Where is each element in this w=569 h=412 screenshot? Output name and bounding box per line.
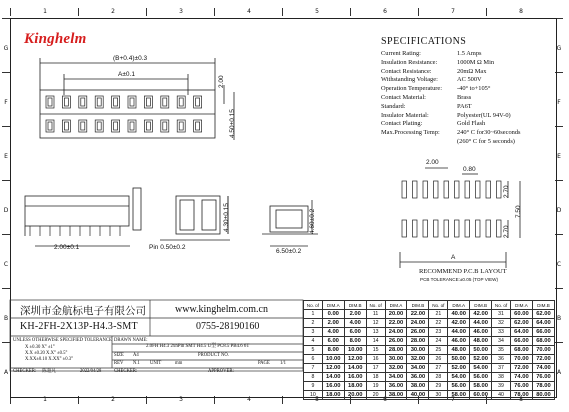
table-cell: 33 [492,328,511,337]
pcb-pad [455,181,460,198]
table-cell: 4.00 [322,328,344,337]
connector-pin-contact [64,122,68,130]
zone-row: A [2,342,10,397]
spec-row [381,129,561,138]
size-value: A4 [133,353,139,358]
table-row [304,337,555,346]
table-cell: 12.00 [322,364,344,373]
table-cell: 42.00 [470,310,492,319]
connector-pin-contact [179,122,183,130]
table-cell: 62.00 [510,319,532,328]
table-cell: 48.00 [448,346,470,355]
drawn-date: 2022/04/28 [80,369,102,374]
table-row [304,391,555,400]
table-row [304,319,555,328]
spec-key: Contact Resistance: [381,67,432,75]
table-cell: 76.00 [510,382,532,391]
table-cell: 24 [429,337,448,346]
dim-pcb-pitch: 2.00 [426,159,439,166]
table-cell: 13 [366,328,385,337]
dim-b-width: (B+0.4)±0.3 [113,55,148,62]
spec-value: 1000M Ω Min [457,58,495,66]
zone-col: 1 [10,8,79,16]
table-cell: 6.00 [322,337,344,346]
table-cell: 40.00 [448,310,470,319]
connector-pin-contact [163,122,167,130]
table-cell: 20.00 [344,391,366,400]
table-cell: 10.00 [344,346,366,355]
pcb-pad [444,181,449,198]
table-cell: 39 [492,382,511,391]
spec-key: Withstanding Voltage: [381,76,438,84]
zone-row: C [2,234,10,298]
spec-key: Standard: [381,102,406,110]
table-cell: 22.00 [407,310,429,319]
table-cell: 38 [492,373,511,382]
table-cell: 60.00 [510,310,532,319]
dim-pitch-h: 2.00±0.1 [54,244,80,251]
table-cell: 25 [429,346,448,355]
pcb-pad [455,220,460,237]
pcb-pad [486,220,491,237]
table-cell: 26.00 [385,337,407,346]
size-label: SIZE [114,353,124,358]
spec-key: Insulator Material: [381,111,429,119]
zone-row: B [555,288,563,352]
table-cell: 16.00 [322,382,344,391]
pin-table-header-cell: No. of [304,301,323,310]
dim-side-h: 4.60±0.2 [309,208,316,234]
table-cell: 11 [366,310,385,319]
table-cell: 48.00 [470,337,492,346]
table-cell: 16 [366,355,385,364]
table-cell: 38.00 [407,382,429,391]
zone-row: B [2,288,10,352]
table-cell: 4.00 [344,319,366,328]
table-cell: 80.00 [532,391,554,400]
table-cell: 28.00 [385,346,407,355]
table-cell: 64.00 [510,328,532,337]
spec-row [381,68,561,77]
pcb-pad [413,220,418,237]
dim-pcb-h3: 2.70 [503,225,510,238]
zone-col: 1 [10,396,79,404]
pcb-pad [497,220,502,237]
table-cell: 40.00 [407,391,429,400]
spec-key: Current Rating: [381,50,421,57]
spec-value: (260° C for 5 seconds) [457,137,515,145]
table-cell: 22 [429,319,448,328]
connector-pin-contact [97,122,101,130]
dim-pitch-v: 2.00 [218,75,225,88]
zone-row: G [2,18,10,82]
zone-row: A [555,342,563,397]
spec-key: Contact Plating: [381,120,423,128]
table-cell: 14.00 [322,373,344,382]
zone-col: 3 [146,396,215,404]
connector-pin-contact [48,98,52,106]
zone-row: F [555,72,563,136]
table-cell: 60.00 [470,391,492,400]
unit-value: mm [175,361,183,366]
table-cell: 14 [366,337,385,346]
spec-value: Polyester(UL 94V-0) [457,111,511,119]
spec-row [381,50,561,59]
table-row [304,346,555,355]
company-name: 深圳市金航标电子有限公司 [20,306,146,317]
connector-pin-contact [48,122,52,130]
table-cell: 31 [492,310,511,319]
table-row [304,364,555,373]
table-cell: 78.00 [510,391,532,400]
connector-pin-contact [146,122,150,130]
table-cell: 18.00 [344,382,366,391]
zone-col: 8 [486,8,555,16]
table-cell: 58.00 [470,382,492,391]
zone-row: D [2,180,10,244]
spec-key: Insulation Resistance: [381,58,438,66]
spec-value: Gold Flash [457,120,486,128]
table-cell: 26 [429,355,448,364]
table-cell: 20 [366,391,385,400]
table-cell: 18 [366,373,385,382]
zone-col: 5 [282,8,351,16]
table-cell: 28 [429,373,448,382]
pin-table-header-cell: DIM.A [510,301,532,310]
table-cell: 36.00 [407,373,429,382]
table-cell: 54.00 [470,364,492,373]
table-cell: 22.00 [385,319,407,328]
pcb-layout-note: PCB TOLERANCE:±0.05 (TOP VIEW) [420,277,499,282]
zone-row: G [555,18,563,82]
table-cell: 17 [366,364,385,373]
zone-col: 6 [350,396,419,404]
pcb-pad [402,220,407,237]
zone-col: 6 [350,8,419,16]
drawn-value: 2.0FH H4.3 2xnPin SMT H4.5 U型 PC8.5 PB4.6 6T [146,344,250,349]
table-cell: 40 [492,391,511,400]
table-cell: 2.00 [322,319,344,328]
pin-table-header-cell: No. of [492,301,511,310]
table-cell: 74.00 [510,373,532,382]
table-cell: 28.00 [407,337,429,346]
table-cell: 34.00 [385,373,407,382]
table-cell: 6.00 [344,328,366,337]
dim-side-w: 6.50±0.2 [276,248,302,255]
table-cell: 16.00 [344,373,366,382]
table-cell: 24.00 [385,328,407,337]
spec-row [381,103,561,112]
connector-pin-contact [130,122,134,130]
table-row [304,382,555,391]
zone-col: 3 [146,8,215,16]
spec-row [381,85,561,94]
pcb-pad [444,220,449,237]
table-cell: 44.00 [448,328,470,337]
dim-a-width: A±0.1 [118,71,135,78]
part-number: KH-2FH-2X13P-H4.3-SMT [20,321,138,332]
table-cell: 19 [366,382,385,391]
table-cell: 50.00 [470,346,492,355]
table-cell: 24.00 [407,319,429,328]
zone-col: 4 [214,8,283,16]
zone-row: E [555,126,563,190]
table-cell: 37 [492,364,511,373]
connector-pin-contact [163,98,167,106]
connector-pin-contact [130,98,134,106]
pcb-pad [423,181,428,198]
table-cell: 62.00 [532,310,554,319]
table-cell: 9 [304,382,323,391]
spec-key: Operation Temperature: [381,85,443,93]
specifications-title: SPECIFICATIONS [381,36,467,47]
connector-pin-contact [97,98,101,106]
dim-row-h: 4.50±0.15 [229,109,236,138]
table-cell: 76.00 [532,373,554,382]
table-cell: 46.00 [448,337,470,346]
connector-pin-contact [196,122,200,130]
product-no-label: PRODUCT NO. [198,353,229,358]
zone-row: E [2,126,10,190]
tolerance-row: X ±0.30 X° ±1° [25,345,55,350]
spec-value: AC 500V [457,76,482,84]
dim-pcb-a: A [451,254,456,261]
company-phone: 0755-28190160 [196,321,260,332]
spec-row [381,112,561,121]
table-cell: 36.00 [385,382,407,391]
table-cell: 58.00 [448,391,470,400]
table-cell: 42.00 [448,319,470,328]
checker-name: 陈超凡 [42,369,57,374]
dim-body-h: 4.30±0.15 [223,203,230,232]
pin-table-header-cell: No. of [366,301,385,310]
table-cell: 2 [304,319,323,328]
pcb-pad [413,181,418,198]
spec-row [381,120,561,129]
pcb-pad [423,220,428,237]
rev-value: N.1 [133,361,140,366]
table-cell: 72.00 [510,364,532,373]
table-cell: 1 [304,310,323,319]
table-row [304,355,555,364]
table-cell: 56.00 [448,382,470,391]
spec-row [381,138,561,147]
pin-table-header-cell: DIM.A [322,301,344,310]
pin-table-header-cell: No. of [429,301,448,310]
pcb-pad [402,181,407,198]
pcb-layout-title: RECOMMEND P.C.B LAYOUT [419,268,507,275]
spec-value: PA6T [457,102,472,110]
pcb-pad [497,181,502,198]
rev-label: REV [114,361,124,366]
zone-col: 4 [214,396,283,404]
connector-pin-contact [81,98,85,106]
table-cell: 29 [429,382,448,391]
pin-table-header-cell: DIM.A [385,301,407,310]
table-cell: 30 [429,391,448,400]
dim-pcb-h1: 2.70 [503,185,510,198]
table-row [304,328,555,337]
zone-col: 7 [418,396,487,404]
table-cell: 21 [429,310,448,319]
pin-table-header-cell: DIM.B [344,301,366,310]
table-cell: 4 [304,337,323,346]
checker2-label: CHECKER: [114,369,138,374]
table-cell: 56.00 [470,373,492,382]
table-cell: 7 [304,364,323,373]
checker-label: CHECKER: [13,369,37,374]
connector-pin-contact [81,122,85,130]
page-value: 1/1 [280,361,286,366]
table-cell: 2.00 [344,310,366,319]
spec-key: Contact Material: [381,93,426,101]
zone-row: F [2,72,10,136]
dim-pcb-pad: 0.80 [463,166,476,173]
zone-col: 2 [78,396,147,404]
zone-col: 7 [418,8,487,16]
pin-table-header-cell: DIM.B [470,301,492,310]
spec-value: -40° to+105° [457,85,491,93]
connector-pin-contact [196,98,200,106]
table-cell: 14.00 [344,364,366,373]
table-cell: 0.00 [322,310,344,319]
table-cell: 38.00 [385,391,407,400]
table-cell: 54.00 [448,373,470,382]
table-cell: 8.00 [344,337,366,346]
spec-value: 20mΩ Max [457,67,487,75]
table-cell: 26.00 [407,328,429,337]
table-cell: 23 [429,328,448,337]
pin-table-header-cell: DIM.B [407,301,429,310]
spec-value: Brass [457,93,472,101]
table-row [304,310,555,319]
table-cell: 32.00 [407,355,429,364]
table-cell: 6 [304,355,323,364]
tolerance-row: X.X ±0.20 X.X° ±0.5° [25,351,68,356]
table-cell: 32.00 [385,364,407,373]
spec-row [381,59,561,68]
approver-label: APPROVER: [208,369,234,374]
table-cell: 70.00 [510,355,532,364]
table-cell: 66.00 [510,337,532,346]
table-cell: 30.00 [407,346,429,355]
table-cell: 35 [492,346,511,355]
table-cell: 15 [366,346,385,355]
pcb-pad [434,220,439,237]
table-cell: 34 [492,337,511,346]
table-cell: 68.00 [510,346,532,355]
pcb-pad [465,181,470,198]
pcb-pad [465,220,470,237]
kinghelm-logo: Kinghelm [24,31,87,47]
table-cell: 66.00 [532,328,554,337]
pin-table-header-cell: DIM.A [448,301,470,310]
pcb-pad [434,181,439,198]
table-cell: 78.00 [532,382,554,391]
zone-col: 5 [282,396,351,404]
table-cell: 50.00 [448,355,470,364]
table-cell: 8.00 [322,346,344,355]
table-cell: 52.00 [470,355,492,364]
pcb-pad [476,181,481,198]
spec-value: 1.5 Amps [457,50,482,57]
table-cell: 20.00 [385,310,407,319]
table-cell: 36 [492,355,511,364]
unit-label: UNIT [150,361,162,366]
table-cell: 74.00 [532,364,554,373]
page-label: PAGE [258,361,270,366]
table-cell: 12 [366,319,385,328]
table-cell: 34.00 [407,364,429,373]
table-cell: 44.00 [470,319,492,328]
table-cell: 3 [304,328,323,337]
table-cell: 46.00 [470,328,492,337]
table-cell: 30.00 [385,355,407,364]
table-cell: 72.00 [532,355,554,364]
dim-pcb-h2: 7.50 [515,205,522,218]
pin-table-header [304,301,555,310]
table-cell: 8 [304,373,323,382]
pcb-pad [486,181,491,198]
company-url: www.kinghelm.com.cn [175,304,268,315]
tolerance-title: UNLESS OTHERWISE SPECIFIED TOLERANCE [13,338,112,343]
drawn-label: DRAWN NAME: [114,338,148,343]
connector-pin-contact [64,98,68,106]
zone-col: 8 [486,396,555,404]
pin-dimension-table [303,300,555,400]
zone-row: C [555,234,563,298]
connector-pin-contact [114,98,118,106]
pcb-pad [476,220,481,237]
spec-row [381,76,561,85]
spec-value: 240° C for30~60seconds [457,129,521,137]
table-cell: 18.00 [322,391,344,400]
table-cell: 68.00 [532,337,554,346]
table-cell: 12.00 [344,355,366,364]
pin-table-header-cell: DIM.B [532,301,554,310]
connector-pin-contact [179,98,183,106]
tolerance-row: X.XX±0.10 X.XX° ±0.3° [25,357,73,362]
zone-row: D [555,180,563,244]
table-cell: 27 [429,364,448,373]
spec-row [381,94,561,103]
table-cell: 32 [492,319,511,328]
connector-pin-contact [114,122,118,130]
connector-pin-contact [146,98,150,106]
dim-pin: Pin 0.50±0.2 [149,244,186,251]
table-cell: 10 [304,391,323,400]
spec-key: Max.Processing Temp: [381,129,440,137]
table-cell: 52.00 [448,364,470,373]
table-cell: 64.00 [532,319,554,328]
table-row [304,373,555,382]
specifications-block [381,36,561,147]
zone-col: 2 [78,8,147,16]
table-cell: 10.00 [322,355,344,364]
table-cell: 5 [304,346,323,355]
table-cell: 70.00 [532,346,554,355]
